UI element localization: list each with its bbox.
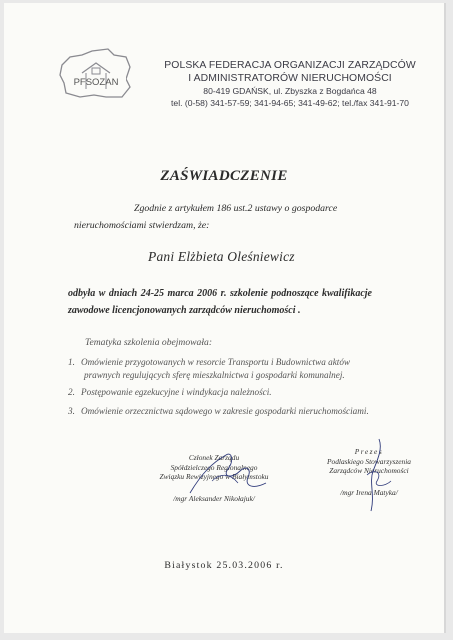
org-phones: tel. (0-58) 341-57-59; 341-94-65; 341-49-62; tel./fax 341-91-70	[171, 98, 409, 108]
org-address: 80-419 GDAŃSK, ul. Zbyszka z Bogdańca 48	[203, 86, 377, 96]
topic-item-1-cont	[84, 370, 345, 380]
body-line1: odbyła w dniach 24-25 marca 2006 r. szkolenie podnoszące kwalifikacje	[68, 288, 372, 299]
signature-right-org1: Podlaskiego Stowarzyszenia	[327, 456, 411, 466]
topic-number: 3.	[68, 406, 75, 416]
topic-text: prawnych regulujących sferę mieszkalnictwa i gospodarki komunalnej.	[84, 370, 345, 380]
signature-left-org1: Spółdzielczego Regionalnego	[170, 462, 258, 472]
signature-left-title: Członek Zarządu	[188, 453, 240, 462]
certificate-title: ZAŚWIADCZENIE	[160, 168, 288, 184]
handwritten-signature-right	[349, 435, 399, 515]
topics-heading: Tematyka szkolenia obejmowała:	[85, 337, 213, 348]
topic-number: 1.	[68, 357, 75, 367]
topic-item-1	[68, 357, 350, 367]
logo-text: PFSOZAN	[73, 77, 119, 88]
topic-number: 2.	[68, 387, 75, 397]
org-name-line2: I ADMINISTRATORÓW NIERUCHOMOŚCI	[188, 73, 392, 84]
signature-left-org2: Związku Rewizyjnego w Białymstoku	[159, 472, 269, 481]
handwritten-signature-left	[182, 443, 272, 503]
intro-line2: nieruchomościami stwierdzam, że:	[74, 220, 210, 231]
topic-text: Postępowanie egzekucyjne i windykacja należności.	[81, 387, 272, 397]
signature-right-name: /mgr Irena Matyka/	[340, 487, 398, 497]
signature-right-title: Prezes	[354, 447, 384, 456]
topic-item-3	[68, 406, 369, 416]
signature-left-name: /mgr Aleksander Nikołajuk/	[173, 493, 255, 503]
topic-item-2	[68, 387, 272, 397]
signature-right-org2: Zarządców Nieruchomości	[329, 466, 409, 475]
place-and-date: Białystok 25.03.2006 r.	[164, 560, 284, 571]
organization-header	[150, 59, 430, 109]
topic-text: Omówienie orzecznictwa sądowego w zakresie gospodarki nieruchomościami.	[81, 406, 369, 416]
pfsozan-logo	[56, 43, 136, 103]
body-line2: zawodowe licencjonowanych zarządców nieruchomości .	[68, 305, 301, 316]
recipient-name: Pani Elżbieta Oleśniewicz	[148, 249, 295, 264]
topic-text: Omówienie przygotowanych w resorcie Transportu i Budownictwa aktów	[81, 357, 351, 367]
org-name-line1: POLSKA FEDERACJA ORGANIZACJI ZARZĄDCÓW	[164, 60, 416, 71]
intro-line1: Zgodnie z artykułem 186 ust.2 ustawy o gospodarce	[134, 203, 338, 214]
certificate-page	[4, 3, 444, 633]
